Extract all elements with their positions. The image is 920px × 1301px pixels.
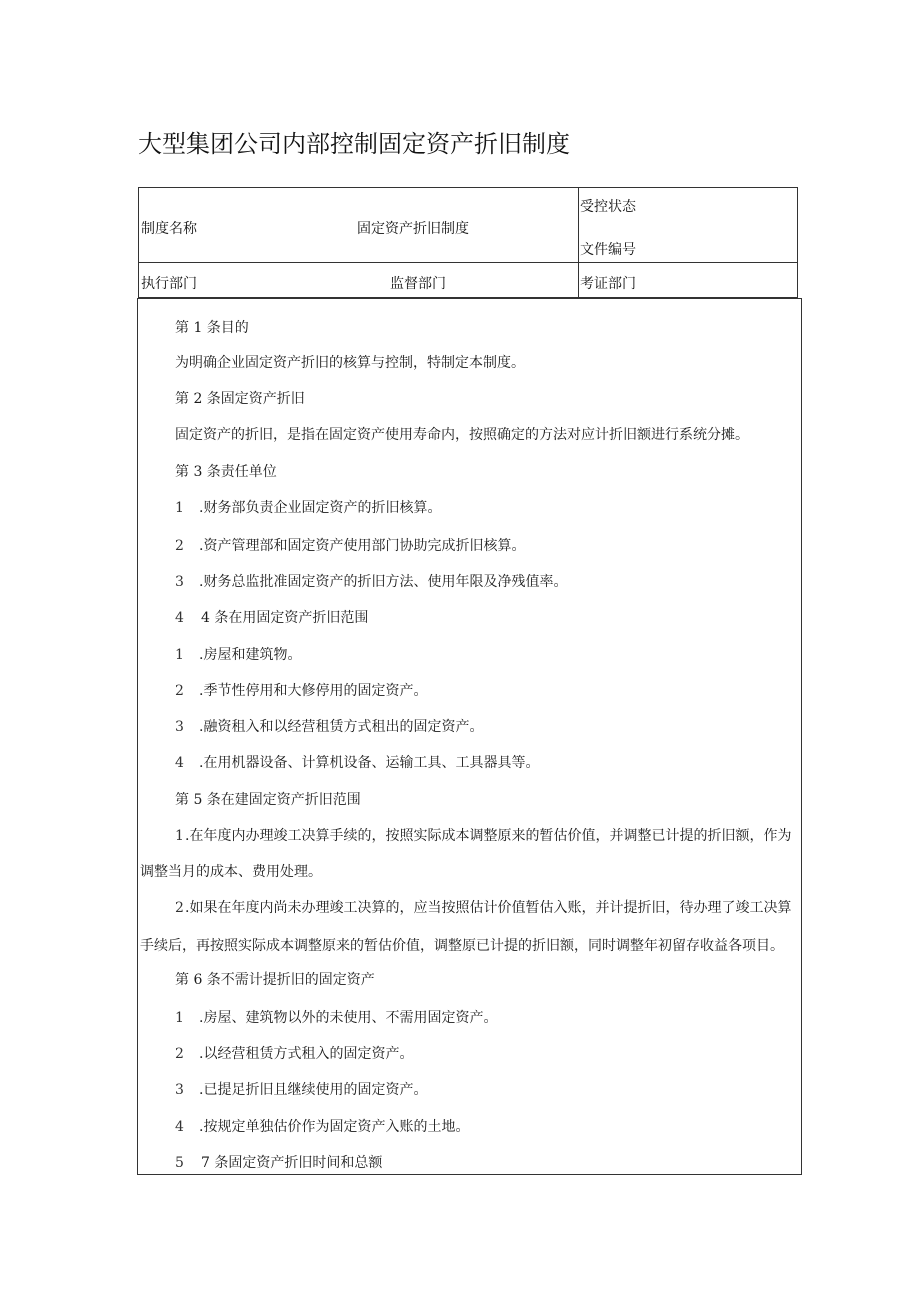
document-title: 大型集团公司内部控制固定资产折旧制度 — [138, 130, 570, 158]
article-2-title: 第 2 条固定资产折旧 — [175, 391, 305, 407]
article-4-item-2: 2 .季节性停用和大修停用的固定资产。 — [175, 683, 428, 699]
exec-dept-label: 执行部门 — [141, 276, 197, 292]
article-3-item-2: 2 .资产管理部和固定资产使用部门协助完成折旧核算。 — [175, 538, 526, 554]
article-1-title: 第 1 条目的 — [175, 320, 249, 336]
header-table — [138, 187, 798, 298]
header-row-divider — [139, 262, 797, 263]
supervise-dept-label: 监督部门 — [390, 276, 446, 292]
list-number: 4 — [175, 610, 184, 626]
article-5-item-1-line-1: 1.在年度内办理竣工决算手续的，按照实际成本调整原来的暂估价值，并调整已计提的折旧额，作为 — [175, 828, 792, 844]
article-4-title: 4 4 条在用固定资产折旧范围 — [175, 610, 369, 626]
article-6-item-4: 4 .按规定单独估价作为固定资产入账的土地。 — [175, 1119, 470, 1135]
header-column-divider — [578, 188, 579, 298]
list-number: 1 — [175, 1010, 184, 1026]
article-5-item-2-line-2: 手续后，再按照实际成本调整原来的暂估价值，调整原已计提的折旧额，同时调整年初留存收益各项目。 — [140, 938, 784, 954]
article-4-item-3: 3 .融资租入和以经营租赁方式租出的固定资产。 — [175, 719, 484, 735]
article-3-item-1: 1 .财务部负责企业固定资产的折旧核算。 — [175, 500, 442, 516]
list-number: 1 — [175, 500, 184, 516]
article-2-text: 固定资产的折旧，是指在固定资产使用寿命内，按照确定的方法对应计折旧额进行系统分摊。 — [175, 427, 749, 443]
list-number: 2 — [175, 538, 184, 554]
list-number: 3 — [175, 574, 184, 590]
article-4-item-1: 1 .房屋和建筑物。 — [175, 647, 302, 663]
article-6-item-1: 1 .房屋、建筑物以外的未使用、不需用固定资产。 — [175, 1010, 498, 1026]
list-number: 1 — [175, 828, 184, 844]
name-value: 固定资产折旧制度 — [357, 221, 469, 237]
list-number: 2 — [175, 683, 184, 699]
list-number: 3 — [175, 1082, 184, 1098]
article-4-item-4: 4 .在用机器设备、计算机设备、运输工具、工具器具等。 — [175, 755, 540, 771]
article-7-title: 5 7 条固定资产折旧时间和总额 — [175, 1155, 383, 1171]
audit-dept-label: 考证部门 — [580, 276, 636, 292]
list-number: 3 — [175, 719, 184, 735]
list-number: 5 — [175, 1155, 184, 1171]
article-5-item-1-line-2: 调整当月的成本、费用处理。 — [140, 864, 322, 880]
article-3-item-3: 3 .财务总监批准固定资产的折旧方法、使用年限及净残值率。 — [175, 574, 568, 590]
list-number: 2 — [175, 1046, 184, 1062]
name-label: 制度名称 — [141, 221, 197, 237]
article-1-text: 为明确企业固定资产折旧的核算与控制，特制定本制度。 — [175, 355, 525, 371]
article-6-title: 第 6 条不需计提折旧的固定资产 — [175, 972, 375, 988]
list-number: 4 — [175, 1119, 184, 1135]
article-6-item-2: 2 .以经营租赁方式租入的固定资产。 — [175, 1046, 414, 1062]
list-number: 1 — [175, 647, 184, 663]
file-no-label: 文件编号 — [580, 242, 636, 258]
list-number: 4 — [175, 755, 184, 771]
article-5-title: 第 5 条在建固定资产折旧范围 — [175, 792, 361, 808]
article-5-item-2-line-1: 2.如果在年度内尚未办理竣工决算的，应当按照估计价值暂估入账，并计提折旧，待办理了竣工决算 — [175, 900, 792, 916]
article-3-title: 第 3 条责任单位 — [175, 464, 277, 480]
list-number: 2 — [175, 900, 184, 916]
control-status-label: 受控状态 — [580, 199, 636, 215]
article-6-item-3: 3 .已提足折旧且继续使用的固定资产。 — [175, 1082, 428, 1098]
